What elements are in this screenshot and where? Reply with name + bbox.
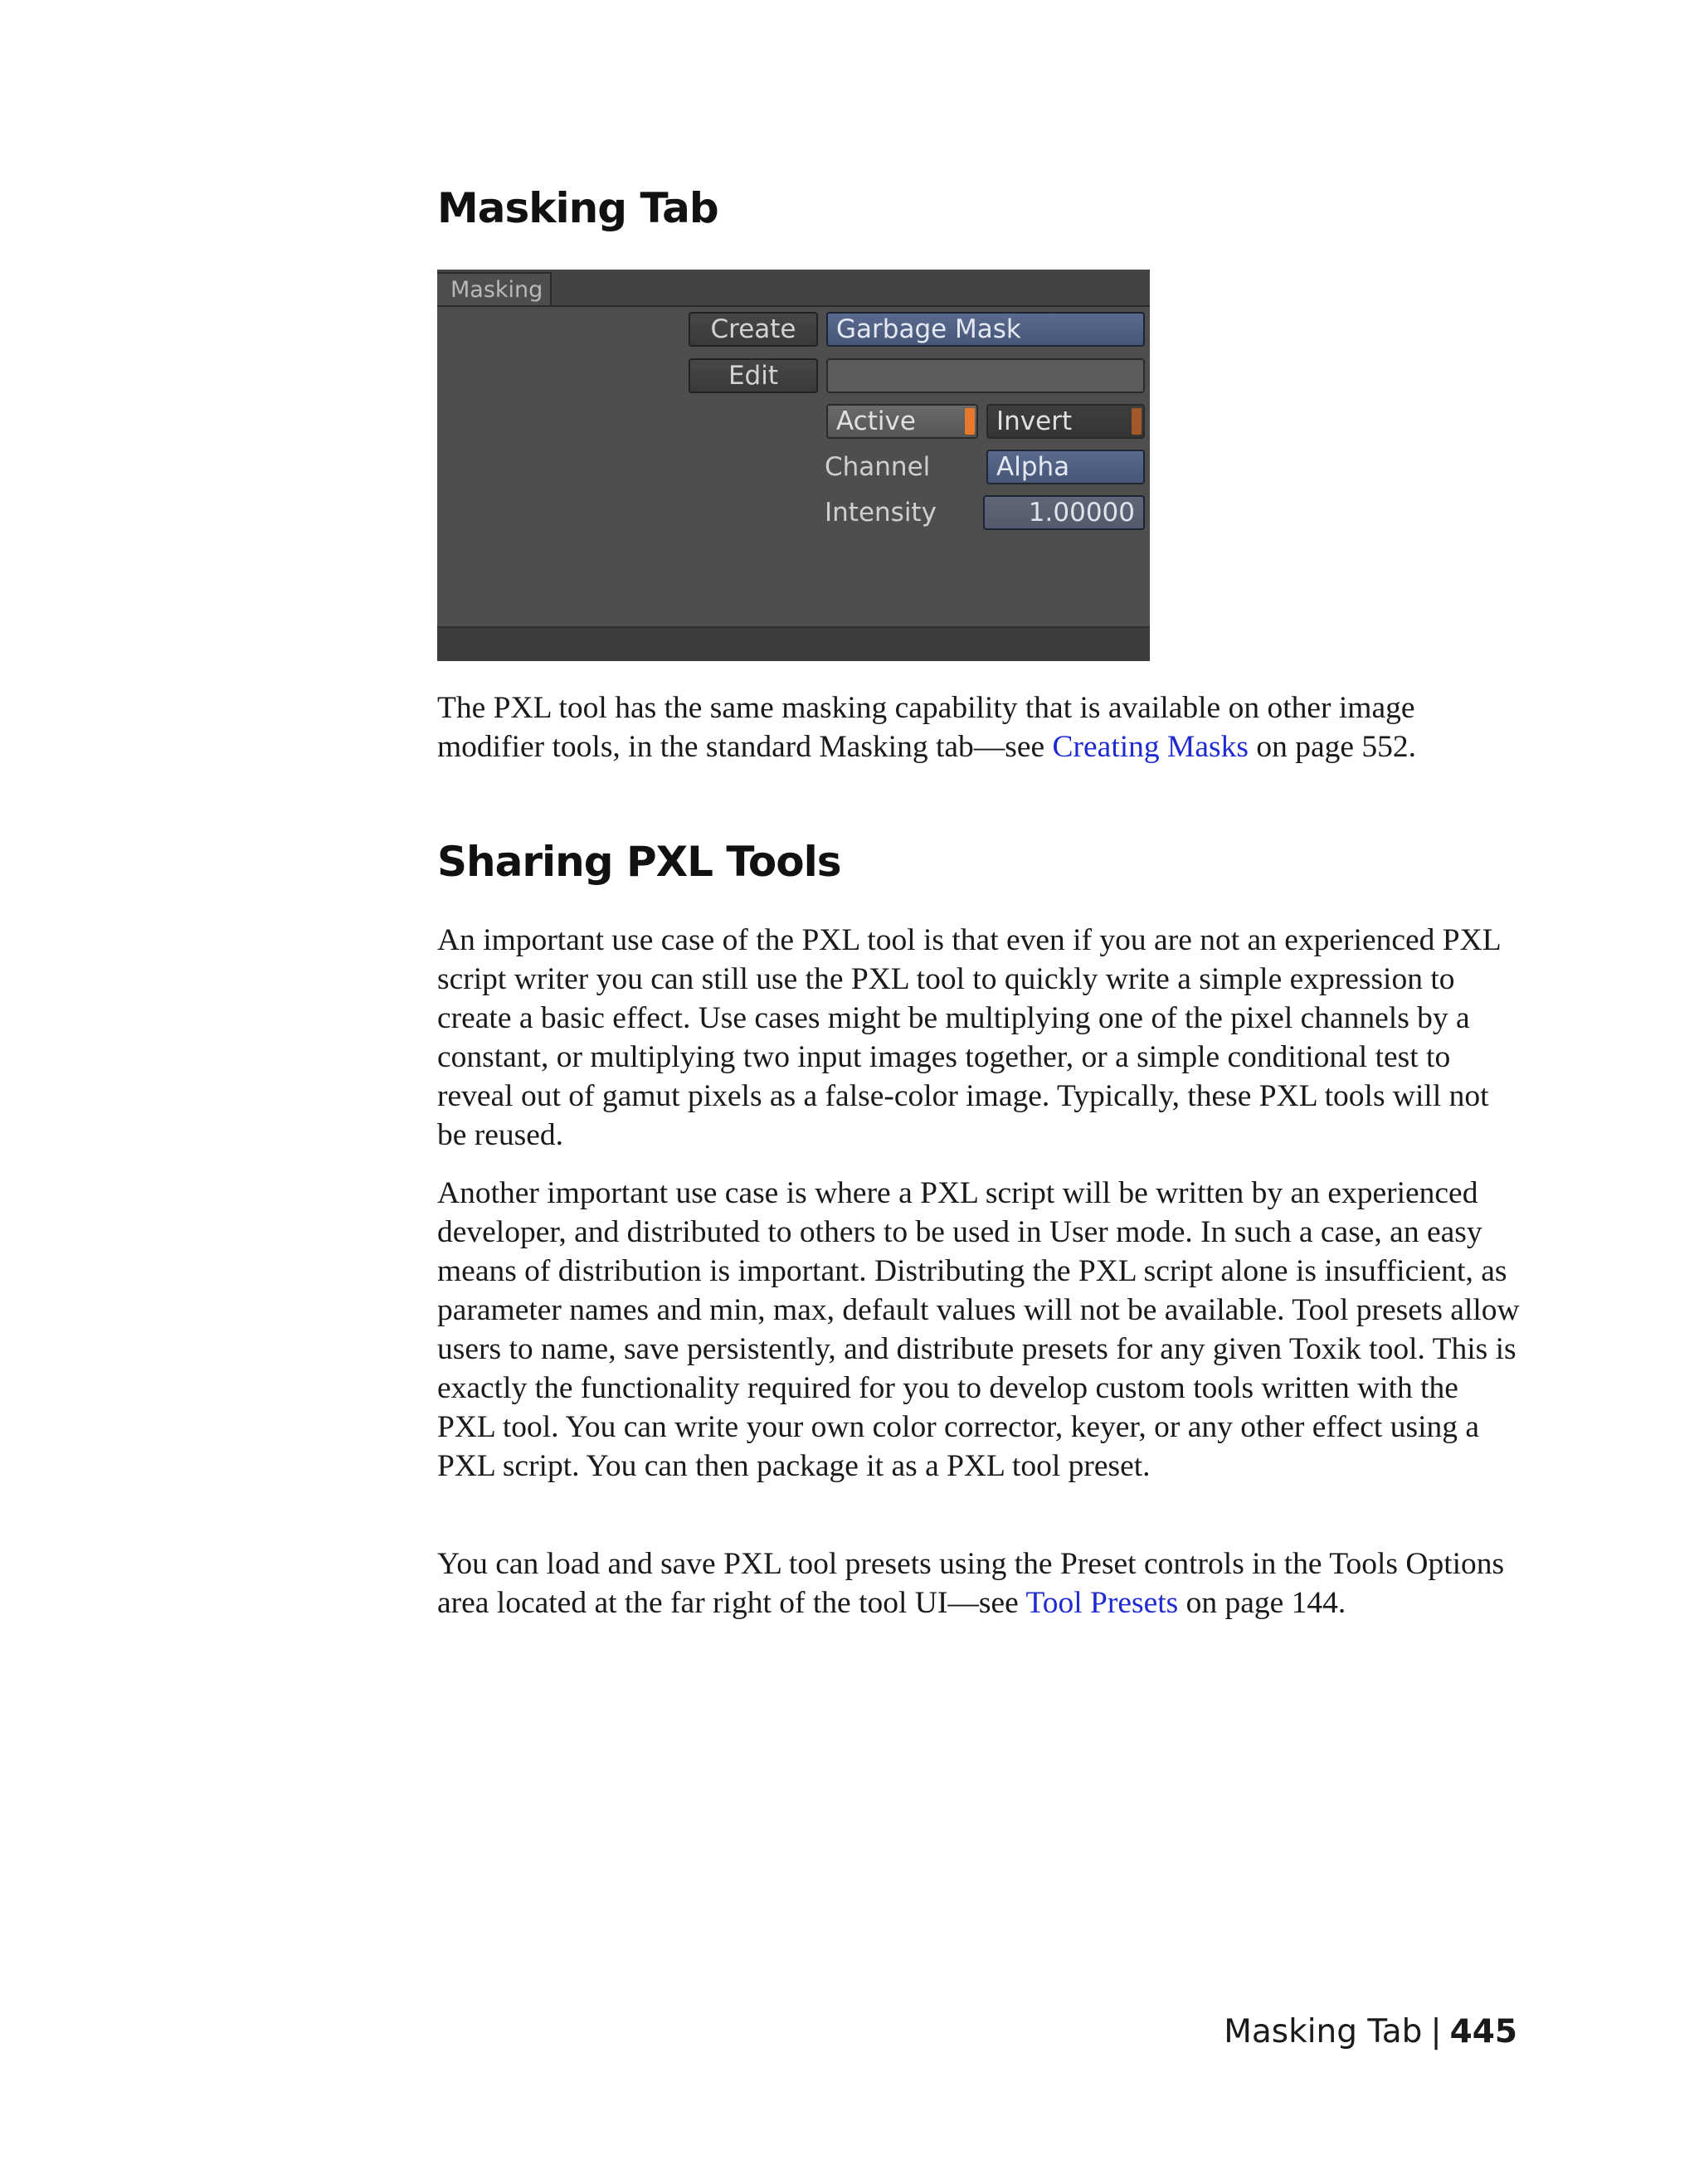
masking-panel-screenshot <box>437 270 1150 661</box>
channel-label: Channel <box>825 452 931 482</box>
heading-sharing-pxl-tools: Sharing PXL Tools <box>437 838 841 886</box>
heading-masking-tab: Masking Tab <box>437 184 718 232</box>
invert-label: Invert <box>996 406 1073 436</box>
active-indicator <box>965 408 975 435</box>
intensity-field[interactable]: 1.00000 <box>983 495 1145 530</box>
footer-section-title: Masking Tab <box>1224 2013 1423 2050</box>
active-toggle[interactable] <box>826 404 978 439</box>
page-number: 445 <box>1449 2013 1517 2050</box>
channel-select[interactable]: Alpha <box>986 450 1145 484</box>
create-button[interactable]: Create <box>689 312 818 347</box>
panel-footer <box>437 626 1150 661</box>
active-label: Active <box>836 406 916 436</box>
tab-strip <box>437 270 1150 307</box>
link-tool-presets[interactable]: Tool Presets <box>1025 1586 1179 1620</box>
paragraph-masking: The PXL tool has the same masking capability that is available on other image modifier tools, in the standard Masking tab—see Creating Masks on page 552. <box>437 691 1417 764</box>
paragraph-use-case-2: Another important use case is where a PXL script will be written by an experienced developer, and distributed to others to be used in User mode. In such a case, an easy means of distribution is important. Distributing the PXL script alone is insufficient, as parameter names and min, max, default values will not be available. Tool presets allow users to name, save persistently, and distribute presets for any given Toxik tool. This is exactly the functionality required for you to develop custom tools written with the PXL tool. You can write your own color corrector, keyer, or any other effect using a PXL script. You can then package it as a PXL tool preset. <box>437 1176 1520 1483</box>
invert-toggle[interactable] <box>986 404 1145 439</box>
paragraph-presets: You can load and save PXL tool presets using the Preset controls in the Tools Options area located at the far right of the tool UI—see Tool Presets on page 144. <box>437 1547 1505 1620</box>
footer-separator: | <box>1430 2013 1442 2050</box>
mask-name-field[interactable]: Garbage Mask <box>826 312 1145 347</box>
link-creating-masks[interactable]: Creating Masks <box>1052 730 1249 764</box>
tab-masking[interactable]: Masking <box>437 272 552 305</box>
empty-field[interactable] <box>826 358 1145 393</box>
page-footer <box>1224 2013 1517 2050</box>
edit-button[interactable]: Edit <box>689 358 818 393</box>
paragraph-use-case-1: An important use case of the PXL tool is that even if you are not an experienced PXL script writer you can still use the PXL tool to quickly write a simple expression to create a basic effect. Use cases might be multiplying one of the pixel channels by a constant, or multiplying two input images together, or a simple conditional test to reveal out of gamut pixels as a false-color image. Typically, these PXL tools will not be reused. <box>437 923 1501 1152</box>
invert-indicator <box>1132 408 1142 435</box>
intensity-label: Intensity <box>825 498 937 528</box>
